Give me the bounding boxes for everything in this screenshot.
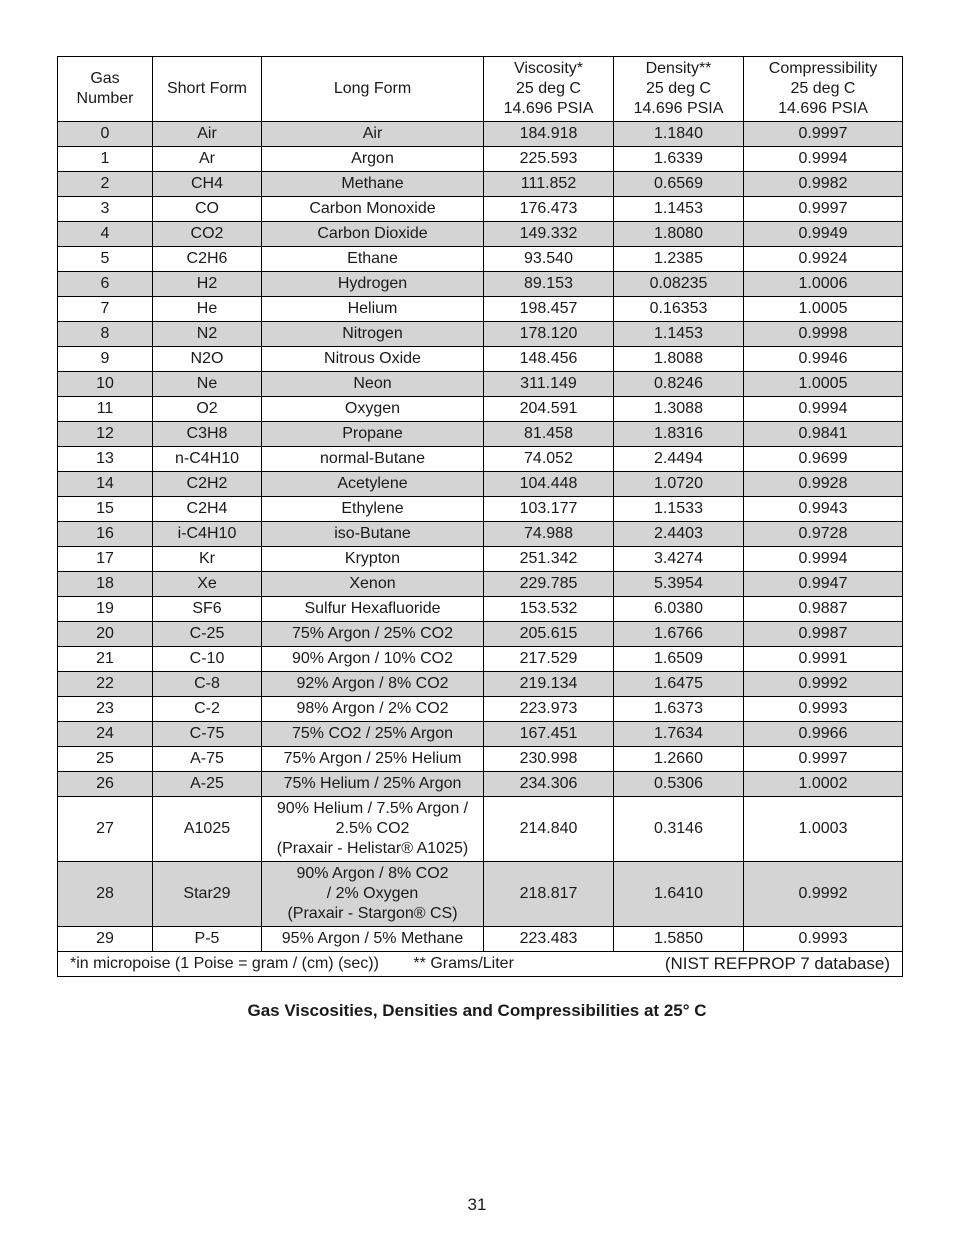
short-form-cell: C2H4	[153, 497, 262, 522]
gas-number-cell: 23	[58, 697, 153, 722]
long-form-line: 95% Argon / 5% Methane	[281, 930, 464, 947]
gas-number-cell: 24	[58, 722, 153, 747]
table-header-row	[58, 57, 903, 122]
viscosity-cell: 148.456	[484, 347, 614, 372]
viscosity-cell: 149.332	[484, 222, 614, 247]
compressibility-cell: 0.9994	[744, 147, 903, 172]
short-form-cell: C-8	[153, 672, 262, 697]
gas-number-cell: 12	[58, 422, 153, 447]
table-row	[58, 272, 903, 297]
viscosity-cell: 234.306	[484, 772, 614, 797]
viscosity-cell: 198.457	[484, 297, 614, 322]
short-form-cell: i-C4H10	[153, 522, 262, 547]
long-form-cell	[262, 247, 484, 272]
viscosity-cell: 205.615	[484, 622, 614, 647]
viscosity-header	[484, 57, 614, 122]
density-cell: 0.6569	[614, 172, 744, 197]
density-cell: 1.1453	[614, 322, 744, 347]
density-cell: 2.4494	[614, 447, 744, 472]
long-form-cell	[262, 547, 484, 572]
header-line: Density**	[645, 60, 712, 77]
compressibility-cell: 0.9993	[744, 697, 903, 722]
table-row	[58, 772, 903, 797]
density-cell: 0.5306	[614, 772, 744, 797]
long-form-line: 75% CO2 / 25% Argon	[292, 725, 453, 742]
density-cell: 1.6509	[614, 647, 744, 672]
table-row	[58, 447, 903, 472]
long-form-cell	[262, 122, 484, 147]
table-row	[58, 222, 903, 247]
short-form-cell: P-5	[153, 927, 262, 952]
compressibility-cell: 0.9699	[744, 447, 903, 472]
table-row	[58, 927, 903, 952]
short-form-cell: C3H8	[153, 422, 262, 447]
gas-number-cell: 13	[58, 447, 153, 472]
table-row	[58, 397, 903, 422]
long-form-line: Carbon Dioxide	[317, 225, 428, 242]
density-cell: 1.0720	[614, 472, 744, 497]
table-row	[58, 622, 903, 647]
short-form-cell: Ar	[153, 147, 262, 172]
table-footnote-row	[58, 952, 903, 977]
short-form-cell: Ne	[153, 372, 262, 397]
gas-number-cell: 20	[58, 622, 153, 647]
viscosity-cell: 176.473	[484, 197, 614, 222]
long-form-cell	[262, 672, 484, 697]
table-row	[58, 722, 903, 747]
header-line: 14.696 PSIA	[503, 100, 594, 117]
long-form-line: Air	[362, 125, 383, 142]
long-form-cell	[262, 497, 484, 522]
density-cell: 1.1533	[614, 497, 744, 522]
long-form-line: Propane	[342, 425, 403, 442]
short-form-cell: C-10	[153, 647, 262, 672]
long-form-line: Methane	[341, 175, 404, 192]
long-form-line: Helium	[347, 300, 398, 317]
short-form-cell: CO	[153, 197, 262, 222]
table-row	[58, 497, 903, 522]
long-form-line: 90% Argon / 10% CO2	[292, 650, 453, 667]
long-form-cell	[262, 622, 484, 647]
short-form-cell: C-2	[153, 697, 262, 722]
viscosity-cell: 223.483	[484, 927, 614, 952]
short-form-cell: C2H6	[153, 247, 262, 272]
compressibility-cell: 0.9728	[744, 522, 903, 547]
header-line: 25 deg C	[516, 80, 581, 97]
long-form-line: Nitrogen	[342, 325, 403, 342]
gas-number-cell: 17	[58, 547, 153, 572]
long-form-cell	[262, 722, 484, 747]
header-line: 14.696 PSIA	[633, 100, 724, 117]
gas-number-cell: 21	[58, 647, 153, 672]
gas-number-cell: 0	[58, 122, 153, 147]
compressibility-cell: 0.9992	[744, 672, 903, 697]
density-cell: 1.1840	[614, 122, 744, 147]
viscosity-cell: 214.840	[484, 797, 614, 862]
density-cell: 0.8246	[614, 372, 744, 397]
density-cell: 2.4403	[614, 522, 744, 547]
short-form-cell: He	[153, 297, 262, 322]
density-cell: 1.6475	[614, 672, 744, 697]
table-row	[58, 572, 903, 597]
viscosity-cell: 167.451	[484, 722, 614, 747]
viscosity-unit-note: *in micropoise (1 Poise = gram / (cm) (sec))	[70, 955, 379, 972]
gas-number-cell: 26	[58, 772, 153, 797]
long-form-cell	[262, 772, 484, 797]
long-form-cell	[262, 647, 484, 672]
header-line: Compressibility	[768, 60, 878, 77]
table-row	[58, 797, 903, 862]
compressibility-cell: 0.9994	[744, 547, 903, 572]
table-row	[58, 422, 903, 447]
density-cell: 1.3088	[614, 397, 744, 422]
header-line: 25 deg C	[790, 80, 856, 97]
viscosity-cell: 219.134	[484, 672, 614, 697]
table-row	[58, 697, 903, 722]
viscosity-cell: 217.529	[484, 647, 614, 672]
table-row	[58, 472, 903, 497]
long-form-line: Ethylene	[341, 500, 404, 517]
viscosity-cell: 153.532	[484, 597, 614, 622]
compressibility-cell: 0.9949	[744, 222, 903, 247]
long-form-cell	[262, 297, 484, 322]
long-form-line: 92% Argon / 8% CO2	[296, 675, 449, 692]
gas-number-cell: 16	[58, 522, 153, 547]
long-form-line: Hydrogen	[337, 275, 408, 292]
compressibility-cell: 0.9924	[744, 247, 903, 272]
short-form-header	[153, 57, 262, 122]
viscosity-cell: 93.540	[484, 247, 614, 272]
header-line: Short Form	[166, 80, 247, 97]
compressibility-cell: 0.9992	[744, 862, 903, 927]
gas-number-cell: 1	[58, 147, 153, 172]
gas-number-cell: 7	[58, 297, 153, 322]
gas-number-cell: 18	[58, 572, 153, 597]
long-form-line: iso-Butane	[334, 525, 411, 542]
gas-number-cell: 25	[58, 747, 153, 772]
header-line: 14.696 PSIA	[778, 100, 868, 117]
gas-properties-table-container	[57, 56, 902, 977]
compressibility-cell: 1.0002	[744, 772, 903, 797]
short-form-cell: H2	[153, 272, 262, 297]
table-row	[58, 197, 903, 222]
density-cell: 1.8316	[614, 422, 744, 447]
long-form-line: Sulfur Hexafluoride	[304, 600, 441, 617]
long-form-cell	[262, 172, 484, 197]
viscosity-cell: 225.593	[484, 147, 614, 172]
long-form-line: 75% Argon / 25% CO2	[292, 625, 453, 642]
gas-number-cell: 14	[58, 472, 153, 497]
table-row	[58, 522, 903, 547]
long-form-cell	[262, 697, 484, 722]
long-form-cell	[262, 322, 484, 347]
compressibility-header	[744, 57, 903, 122]
compressibility-cell: 0.9928	[744, 472, 903, 497]
long-form-cell	[262, 147, 484, 172]
viscosity-cell: 311.149	[484, 372, 614, 397]
short-form-cell: C-25	[153, 622, 262, 647]
table-row	[58, 862, 903, 927]
compressibility-cell: 1.0006	[744, 272, 903, 297]
short-form-cell: Air	[153, 122, 262, 147]
short-form-cell: A-75	[153, 747, 262, 772]
long-form-cell	[262, 197, 484, 222]
short-form-cell: SF6	[153, 597, 262, 622]
compressibility-cell: 0.9841	[744, 422, 903, 447]
gas-number-cell: 27	[58, 797, 153, 862]
compressibility-cell: 0.9993	[744, 927, 903, 952]
long-form-line: Oxygen	[344, 400, 401, 417]
header-line: Long Form	[333, 80, 412, 97]
long-form-line: 90% Helium / 7.5% Argon /	[276, 800, 469, 817]
density-cell: 1.8080	[614, 222, 744, 247]
compressibility-cell: 1.0003	[744, 797, 903, 862]
density-cell: 1.6766	[614, 622, 744, 647]
viscosity-cell: 204.591	[484, 397, 614, 422]
long-form-line: Argon	[351, 150, 394, 167]
long-form-cell	[262, 522, 484, 547]
table-footnote	[58, 952, 903, 977]
viscosity-cell: 229.785	[484, 572, 614, 597]
compressibility-cell: 0.9887	[744, 597, 903, 622]
table-row	[58, 122, 903, 147]
long-form-line: Xenon	[349, 575, 396, 592]
table-row	[58, 747, 903, 772]
viscosity-cell: 230.998	[484, 747, 614, 772]
density-cell: 1.6339	[614, 147, 744, 172]
long-form-line: (Praxair - Stargon® CS)	[287, 905, 458, 922]
compressibility-cell: 1.0005	[744, 372, 903, 397]
density-cell: 0.16353	[614, 297, 744, 322]
density-cell: 1.6410	[614, 862, 744, 927]
gas-number-cell: 8	[58, 322, 153, 347]
long-form-line: Neon	[353, 375, 392, 392]
density-cell: 1.2385	[614, 247, 744, 272]
compressibility-cell: 0.9946	[744, 347, 903, 372]
table-row	[58, 247, 903, 272]
long-form-cell	[262, 572, 484, 597]
gas-number-cell: 29	[58, 927, 153, 952]
density-cell: 0.3146	[614, 797, 744, 862]
density-cell: 3.4274	[614, 547, 744, 572]
long-form-line: / 2% Oxygen	[326, 885, 419, 902]
table-row	[58, 347, 903, 372]
density-cell: 1.6373	[614, 697, 744, 722]
short-form-cell: n-C4H10	[153, 447, 262, 472]
gas-number-cell: 28	[58, 862, 153, 927]
compressibility-cell: 0.9994	[744, 397, 903, 422]
viscosity-cell: 178.120	[484, 322, 614, 347]
density-cell: 1.1453	[614, 197, 744, 222]
density-cell: 1.8088	[614, 347, 744, 372]
long-form-line: Krypton	[344, 550, 401, 567]
gas-number-cell: 5	[58, 247, 153, 272]
long-form-line: Carbon Monoxide	[309, 200, 436, 217]
compressibility-cell: 0.9997	[744, 122, 903, 147]
compressibility-cell: 0.9966	[744, 722, 903, 747]
long-form-line: Nitrous Oxide	[324, 350, 421, 367]
long-form-cell	[262, 372, 484, 397]
header-line: 25 deg C	[646, 80, 711, 97]
gas-properties-table	[57, 56, 903, 977]
gas-number-cell: 9	[58, 347, 153, 372]
density-header	[614, 57, 744, 122]
compressibility-cell: 0.9998	[744, 322, 903, 347]
long-form-cell	[262, 222, 484, 247]
long-form-line: 90% Argon / 8% CO2	[296, 865, 449, 882]
table-row	[58, 372, 903, 397]
table-row	[58, 147, 903, 172]
viscosity-cell: 251.342	[484, 547, 614, 572]
long-form-header	[262, 57, 484, 122]
density-cell: 1.5850	[614, 927, 744, 952]
density-unit-note: ** Grams/Liter	[413, 955, 514, 972]
viscosity-cell: 81.458	[484, 422, 614, 447]
compressibility-cell: 0.9997	[744, 747, 903, 772]
viscosity-cell: 89.153	[484, 272, 614, 297]
gas-number-header	[58, 57, 153, 122]
compressibility-cell: 0.9997	[744, 197, 903, 222]
gas-number-cell: 10	[58, 372, 153, 397]
compressibility-cell: 0.9943	[744, 497, 903, 522]
gas-number-cell: 11	[58, 397, 153, 422]
viscosity-cell: 184.918	[484, 122, 614, 147]
long-form-line: 75% Argon / 25% Helium	[283, 750, 462, 767]
table-row	[58, 547, 903, 572]
viscosity-cell: 103.177	[484, 497, 614, 522]
table-row	[58, 172, 903, 197]
gas-number-cell: 4	[58, 222, 153, 247]
density-cell: 1.2660	[614, 747, 744, 772]
header-line: Number	[76, 90, 134, 107]
table-caption: Gas Viscosities, Densities and Compressibilities at 25° C	[247, 1001, 707, 1020]
table-row	[58, 647, 903, 672]
gas-number-cell: 2	[58, 172, 153, 197]
density-cell: 5.3954	[614, 572, 744, 597]
data-source-note: (NIST REFPROP 7 database)	[664, 954, 890, 973]
long-form-cell	[262, 397, 484, 422]
short-form-cell: A-25	[153, 772, 262, 797]
density-cell: 1.7634	[614, 722, 744, 747]
page-number: 31	[467, 1195, 487, 1214]
long-form-cell	[262, 862, 484, 927]
long-form-cell	[262, 347, 484, 372]
compressibility-cell: 1.0005	[744, 297, 903, 322]
density-cell: 6.0380	[614, 597, 744, 622]
gas-number-cell: 6	[58, 272, 153, 297]
compressibility-cell: 0.9991	[744, 647, 903, 672]
long-form-cell	[262, 272, 484, 297]
compressibility-cell: 0.9982	[744, 172, 903, 197]
short-form-cell: CH4	[153, 172, 262, 197]
viscosity-cell: 223.973	[484, 697, 614, 722]
long-form-line: (Praxair - Helistar® A1025)	[276, 840, 469, 857]
short-form-cell: Xe	[153, 572, 262, 597]
long-form-line: 98% Argon / 2% CO2	[296, 700, 449, 717]
long-form-line: Acetylene	[337, 475, 408, 492]
viscosity-cell: 104.448	[484, 472, 614, 497]
gas-number-cell: 15	[58, 497, 153, 522]
header-line: Gas	[90, 70, 120, 87]
long-form-cell	[262, 422, 484, 447]
long-form-line: Ethane	[347, 250, 398, 267]
short-form-cell: C-75	[153, 722, 262, 747]
table-body	[58, 122, 903, 952]
short-form-cell: N2O	[153, 347, 262, 372]
viscosity-cell: 74.052	[484, 447, 614, 472]
viscosity-cell: 111.852	[484, 172, 614, 197]
long-form-line: normal-Butane	[320, 450, 425, 467]
gas-number-cell: 22	[58, 672, 153, 697]
table-row	[58, 597, 903, 622]
viscosity-cell: 74.988	[484, 522, 614, 547]
short-form-cell: A1025	[153, 797, 262, 862]
gas-number-cell: 3	[58, 197, 153, 222]
long-form-cell	[262, 797, 484, 862]
long-form-cell	[262, 447, 484, 472]
short-form-cell: N2	[153, 322, 262, 347]
long-form-cell	[262, 472, 484, 497]
long-form-cell	[262, 597, 484, 622]
short-form-cell: Kr	[153, 547, 262, 572]
table-row	[58, 672, 903, 697]
header-line: Viscosity*	[513, 60, 584, 77]
gas-number-cell: 19	[58, 597, 153, 622]
long-form-line: 2.5% CO2	[335, 820, 410, 837]
viscosity-cell: 218.817	[484, 862, 614, 927]
compressibility-cell: 0.9947	[744, 572, 903, 597]
long-form-cell	[262, 927, 484, 952]
density-cell: 0.08235	[614, 272, 744, 297]
short-form-cell: CO2	[153, 222, 262, 247]
compressibility-cell: 0.9987	[744, 622, 903, 647]
short-form-cell: O2	[153, 397, 262, 422]
short-form-cell: C2H2	[153, 472, 262, 497]
table-row	[58, 297, 903, 322]
short-form-cell: Star29	[153, 862, 262, 927]
long-form-cell	[262, 747, 484, 772]
long-form-line: 75% Helium / 25% Argon	[283, 775, 462, 792]
table-row	[58, 322, 903, 347]
